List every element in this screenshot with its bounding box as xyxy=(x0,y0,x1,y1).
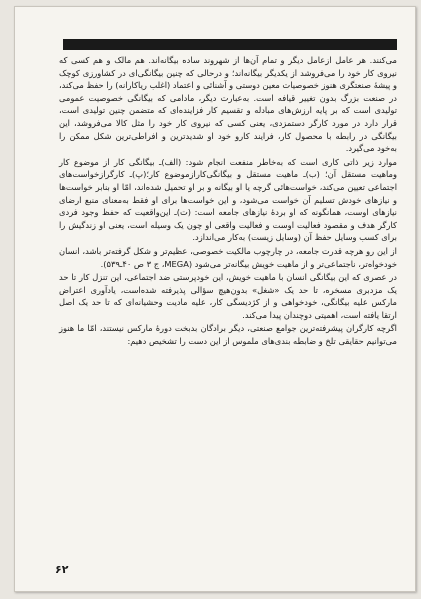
paragraph-2: موارد زیر ذاتی کاری است که به‌خاطر منفعت انجام شود: (الف)ـ بیگانگی کار از موضوع کار وماهیت مستقل آن؛ (ب)ـ ماهیت مستقل و بیگانگی‌کاراز‌موضوع کار؛(پ)ـ کارگرازخواست‌های اجتماعی تعیین می‌کند، خواست‌هائی گرچه یا او بیگانه و بر او تحمیل شده‌اند، امّا او بنابر خواست‌ها و نیازهای خودش تسلیم آن خواست می‌شود، و این خواست‌ها برای او فقط به‌معنای منبع ارضای نیازهای اوست، همانگونه که او بردهٔ نیازهای جامعه است: (ت)ـ این‌واقعیت که حفظ وجود فردی کارگر هدف و مقصود فعالیت اوست و فعالیت واقعی او چون یک وسیله است، یعنی او زندگیش را برای کسب وسایل حفظ آن (وسایل زیست) به‌کار می‌اندازد. xyxy=(59,156,397,243)
header-bar xyxy=(63,39,397,50)
paragraph-3: از این رو هرچه قدرت جامعه، در چارچوب مالکیت خصوصی، عظیم‌تر و شکل گرفته‌تر باشد، انسان خودخواه‌تر، ناجتماعی‌تر و از ماهیت خویش بیگانه‌تر می‌شود (MEGA، ج ۳ ص ۴۰ـ۵۳۹). xyxy=(59,245,397,269)
body-text xyxy=(59,54,397,348)
paragraph-1: می‌کنند. هر عامل ازعامل دیگر و تمام آن‌ها از شهروند ساده بیگانه‌اند. هم مالک و هم کسی که نیروی کار خود را می‌فروشد از یکدیگر بیگانه‌اند؛ و درحالی که چنین بیگانگی‌ای در کشاورزی کوچک و پیشهٔ صنعتگری هنوز خصوصیات معین دوستی و آشنائی و اعتماد (اغلب ریاکارانه) را حفظ می‌کند، در صنعت بزرگ بدون تغییر قیافه است. به‌عبارت دیگر، مادامی که بیگانگی خصوصیت عمومی تولیدی است که بر پایه ارزش‌های مبادله و تقسیم کار فزاینده‌ای که متضمن چنین تولیدی است، قرار دارد در مورد کارگر دستمزدی، یعنی کسی که نیروی کار خود را مثل کالا می‌فروشد، این بیگانگی در رابطه با محصول کار، فرایند کارو خود او شدیدترین و افراطی‌ترین شکل ممکن را به‌خود می‌گیرد. xyxy=(58,55,397,154)
document-page xyxy=(14,6,416,592)
paragraph-4: در عصری که این بیگانگی انسان با ماهیت خویش، این خودپرستی ضد اجتماعی، این تنزل کار تا حد یک مزدبری مسخره، تا حد یک «شغل» بدون‌هیچ سؤالی پذیرفته شده‌است، یادآوری اعتراض مارکس علیه بیگانگی، خودخواهی و از کژدیسگی کار، علیه مادیت وحشیانه‌ای که تا حد یک اصل ارتقا یافته است، اهمیتی دوچندان پیدا می‌کند. xyxy=(59,272,397,320)
paragraph-5: اگرچه کارگران پیشرفته‌ترین جوامع صنعتی، دیگر برادگان بدبخت دورهٔ مارکس نیستند، امّا ما هنوز می‌توانیم حقایقی تلخ و ضابطه بندی‌های ملموس از این دست را تشخیص دهیم: xyxy=(59,323,397,347)
page-number: ۶۲ xyxy=(55,563,69,576)
